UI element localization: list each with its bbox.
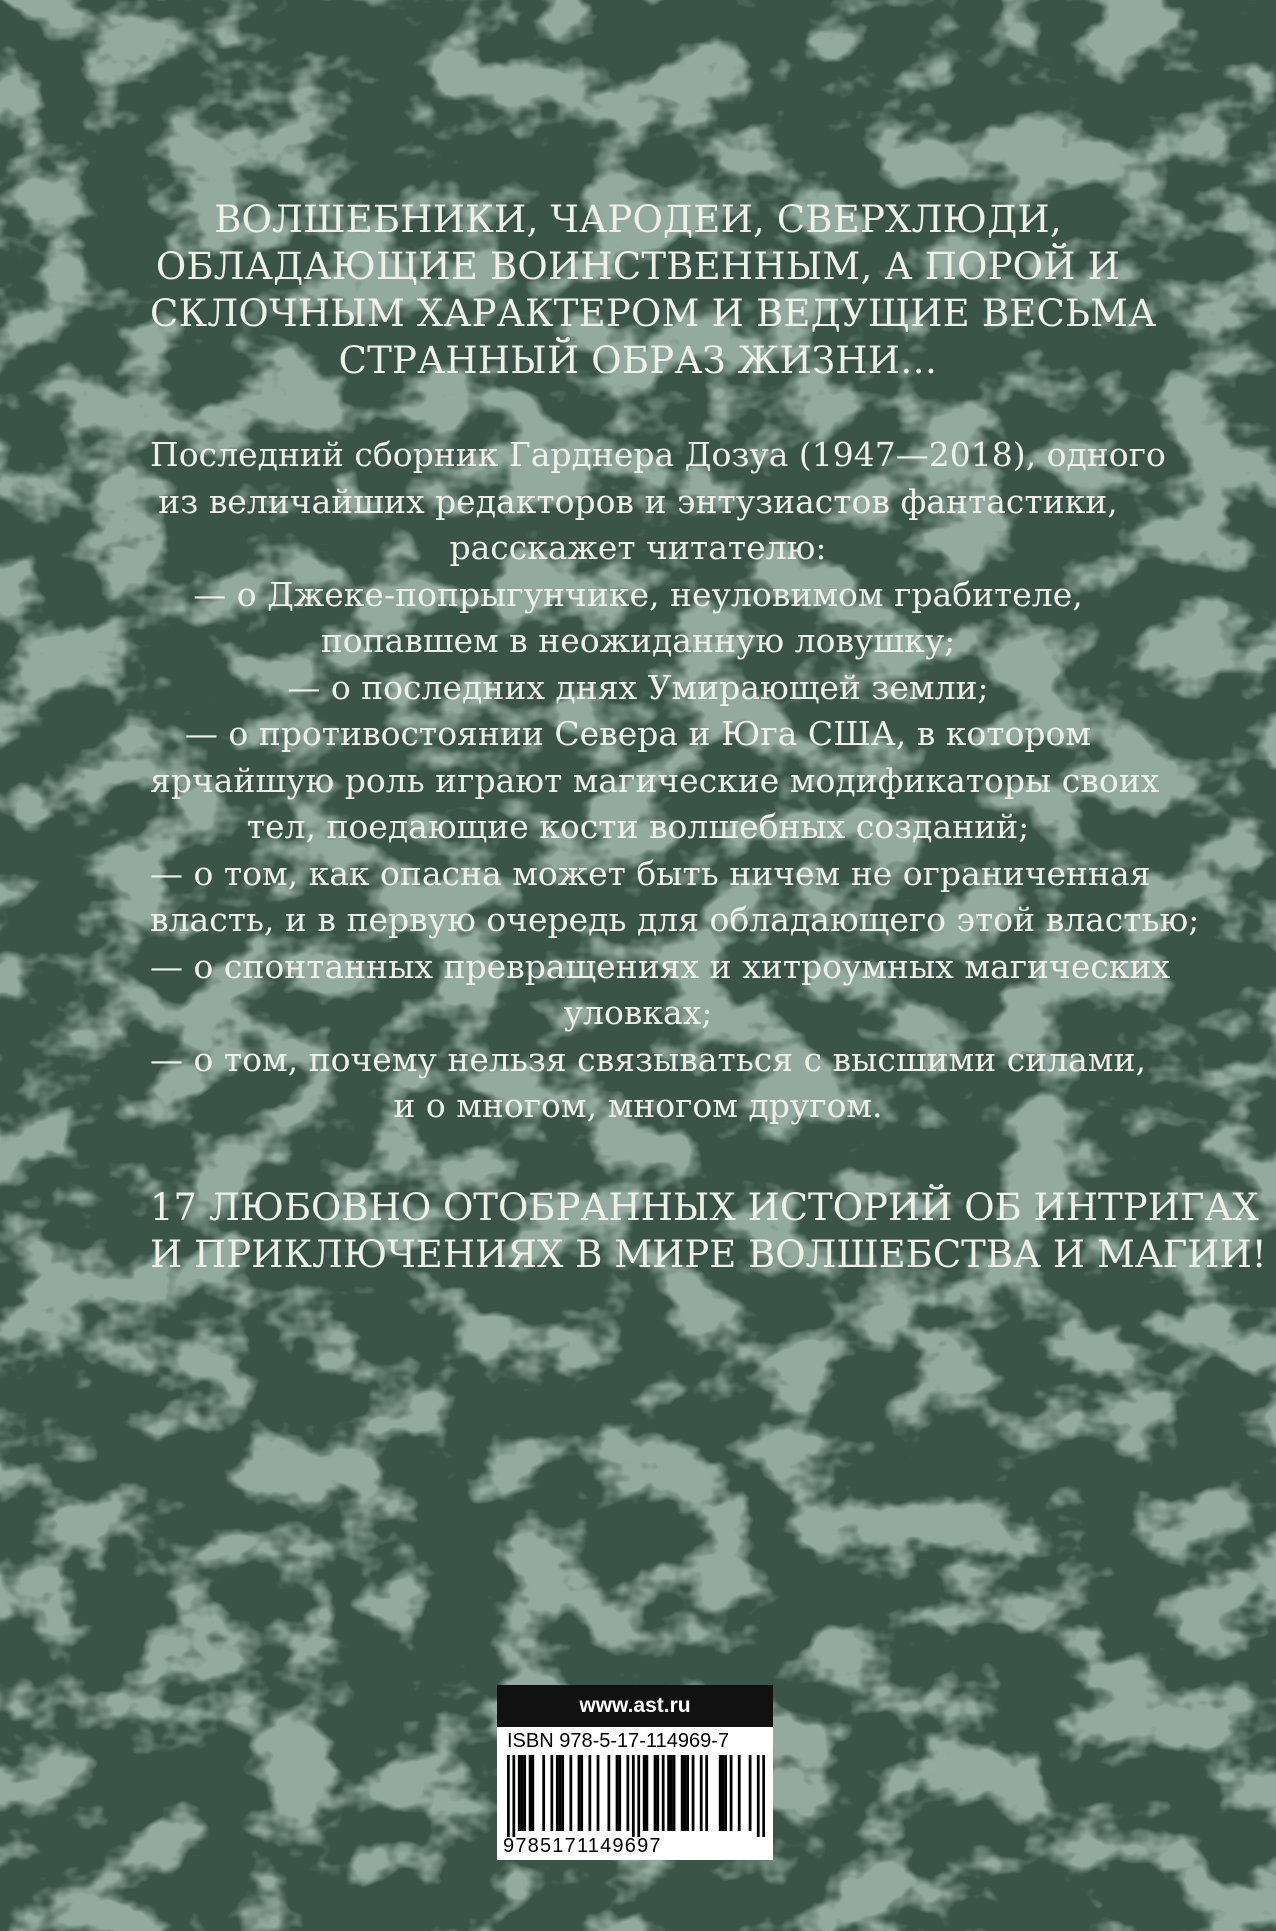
description-line: уловках; xyxy=(563,993,713,1032)
barcode-bar xyxy=(559,1755,562,1831)
barcode-bar xyxy=(523,1755,526,1831)
barcode-bar xyxy=(518,1755,521,1831)
description-line: попавшем в неожиданную ловушку; xyxy=(320,621,956,660)
barcode-bar xyxy=(643,1755,646,1831)
headline-top xyxy=(150,196,1157,384)
description-paragraph xyxy=(150,432,1200,1130)
barcode-bar xyxy=(724,1755,727,1831)
barcode-bar xyxy=(626,1755,629,1831)
barcode-bar xyxy=(749,1755,752,1831)
barcode-bar xyxy=(580,1755,583,1831)
publisher-website: www.ast.ru xyxy=(497,1685,773,1727)
isbn-number: ISBN 978-5-17-114969-7 xyxy=(507,1730,729,1752)
description-line: Последний сборник Гарднера Дозуа (1947—2018), одного xyxy=(150,435,1166,474)
description-line: из величайших редакторов и энтузиастов фантастики, xyxy=(158,481,1118,521)
description-line: — о том, почему нельзя связываться с высшими силами, xyxy=(150,1039,1146,1079)
headline-bottom-line: И ПРИКЛЮЧЕНИЯХ В МИРЕ ВОЛШЕБСТВА И МАГИИ! xyxy=(150,1233,1267,1276)
barcode-bar xyxy=(646,1755,649,1831)
barcode-bar xyxy=(700,1755,703,1831)
barcode-bar xyxy=(762,1755,765,1837)
description-line: — о противостоянии Севера и Юга США, в котором xyxy=(184,714,1092,753)
headline-top-line: ОБЛАДАЮЩИЕ ВОИНСТВЕННЫМ, А ПОРОЙ И xyxy=(155,245,1121,288)
headline-top-line: СКЛОЧНЫМ ХАРАКТЕРОМ И ВЕДУЩИЕ ВЕСЬМА xyxy=(150,292,1157,335)
barcode-bar xyxy=(673,1755,676,1831)
barcode-bar xyxy=(556,1755,559,1831)
barcode-bar xyxy=(654,1755,657,1831)
barcode-bar xyxy=(542,1755,545,1831)
barcode-bar xyxy=(607,1755,610,1831)
barcode-bar xyxy=(550,1755,553,1831)
barcode-bar xyxy=(667,1755,670,1831)
barcode-bar xyxy=(656,1755,659,1831)
description-line: ярчайшую роль играют магические модификаторы своих xyxy=(150,760,1160,800)
headline-top-line: СТРАННЫЙ ОБРАЗ ЖИЗНИ… xyxy=(338,339,938,382)
barcode-bar xyxy=(597,1755,600,1831)
description-line: — о том, как опасна может быть ничем не ограниченная xyxy=(150,853,1151,893)
description-line: — о последних днях Умирающей земли; xyxy=(287,667,989,707)
barcode-bars xyxy=(507,1755,765,1837)
barcode-bar xyxy=(561,1755,564,1831)
description-line: — о Джеке-попрыгунчике, неуловимом грабителе, xyxy=(193,574,1083,614)
barcode-bar xyxy=(730,1755,733,1831)
description-line: и о многом, многом другом. xyxy=(393,1086,883,1125)
barcode-bar xyxy=(521,1755,524,1831)
barcode-bar xyxy=(578,1755,581,1831)
barcode-bar xyxy=(684,1755,687,1831)
barcode-bar xyxy=(681,1755,684,1831)
barcode-label xyxy=(497,1685,773,1860)
headline-bottom-line: 17 ЛЮБОВНО ОТОБРАННЫХ ИСТОРИЙ ОБ ИНТРИГАХ xyxy=(150,1186,1259,1229)
barcode-bar xyxy=(719,1755,722,1831)
description-line: тел, поедающие кости волшебных созданий; xyxy=(246,807,1030,846)
barcode-bar xyxy=(531,1755,534,1831)
headline-top-line: ВОЛШЕБНИКИ, ЧАРОДЕИ, СВЕРХЛЮДИ, xyxy=(214,198,1062,241)
barcode-bar xyxy=(686,1755,689,1831)
barcode-bar xyxy=(738,1755,741,1831)
barcode-bar xyxy=(692,1755,695,1831)
headline-bottom xyxy=(150,1184,1267,1278)
barcode-bar xyxy=(507,1755,510,1837)
barcode-bar xyxy=(662,1755,665,1831)
barcode-bar xyxy=(637,1755,640,1837)
description-line: власть, и в первую очередь для обладающего этой властью; xyxy=(150,900,1200,939)
barcode-bar xyxy=(512,1755,515,1837)
barcode-bar xyxy=(569,1755,572,1831)
barcode-bar xyxy=(588,1755,591,1831)
barcode-bar xyxy=(670,1755,673,1831)
barcode-bar xyxy=(632,1755,635,1837)
barcode-bar xyxy=(616,1755,619,1831)
barcode-bar xyxy=(722,1755,725,1831)
barcode-bar xyxy=(705,1755,708,1831)
description-line: расскажет читателю: xyxy=(449,528,827,567)
barcode-bar xyxy=(757,1755,760,1837)
barcode-bar xyxy=(618,1755,621,1831)
barcode-bar xyxy=(529,1755,532,1831)
ean-digits: 9785171149697 xyxy=(503,1835,662,1857)
description-line: — о спонтанных превращениях и хитроумных магических xyxy=(150,946,1171,986)
